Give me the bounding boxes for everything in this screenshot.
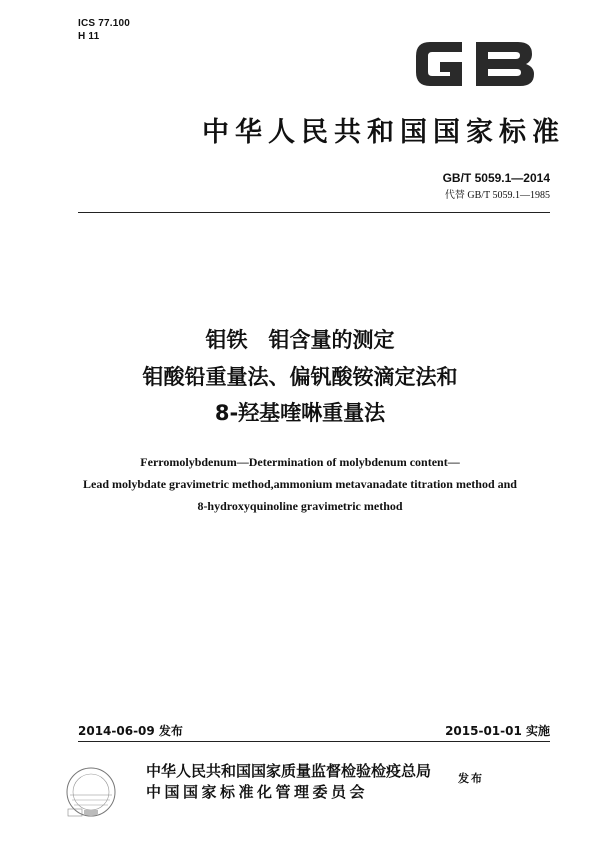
bottom-divider [78, 741, 550, 742]
gb-logo-icon [410, 36, 540, 92]
title-en-line-3: 8-hydroxyquinoline gravimetric method [197, 499, 403, 513]
title-en-line-1: Ferromolybdenum—Determination of molybdenum content— [140, 455, 460, 469]
issue-date: 2014-06-09 发布 [78, 724, 183, 738]
ccs-code: H 11 [78, 31, 100, 42]
title-cn-line-1: 钼铁 钼含量的测定 [205, 328, 395, 352]
stamp-seal-icon [64, 765, 118, 819]
standard-type-title: 中华人民共和国国家标准 [202, 117, 565, 148]
ics-code: ICS 77.100 [78, 18, 131, 29]
top-divider [78, 212, 550, 213]
title-cn-line-3: 8-羟基喹啉重量法 [214, 401, 386, 425]
title-cn-line-2: 钼酸铅重量法、偏钒酸铵滴定法和 [142, 365, 458, 389]
publish-label: 发布 [458, 772, 484, 785]
implementation-date: 2015-01-01 实施 [445, 724, 550, 738]
standard-number: GB/T 5059.1—2014 [442, 171, 550, 185]
issuer-sac: 中国国家标准化管理委员会 [146, 783, 369, 801]
replaces-standard: 代替 GB/T 5059.1—1985 [444, 190, 550, 201]
title-en-line-2: Lead molybdate gravimetric method,ammonium metavanadate titration method and [83, 477, 517, 491]
issuer-aqsiq: 中华人民共和国国家质量监督检验检疫总局 [146, 762, 432, 780]
